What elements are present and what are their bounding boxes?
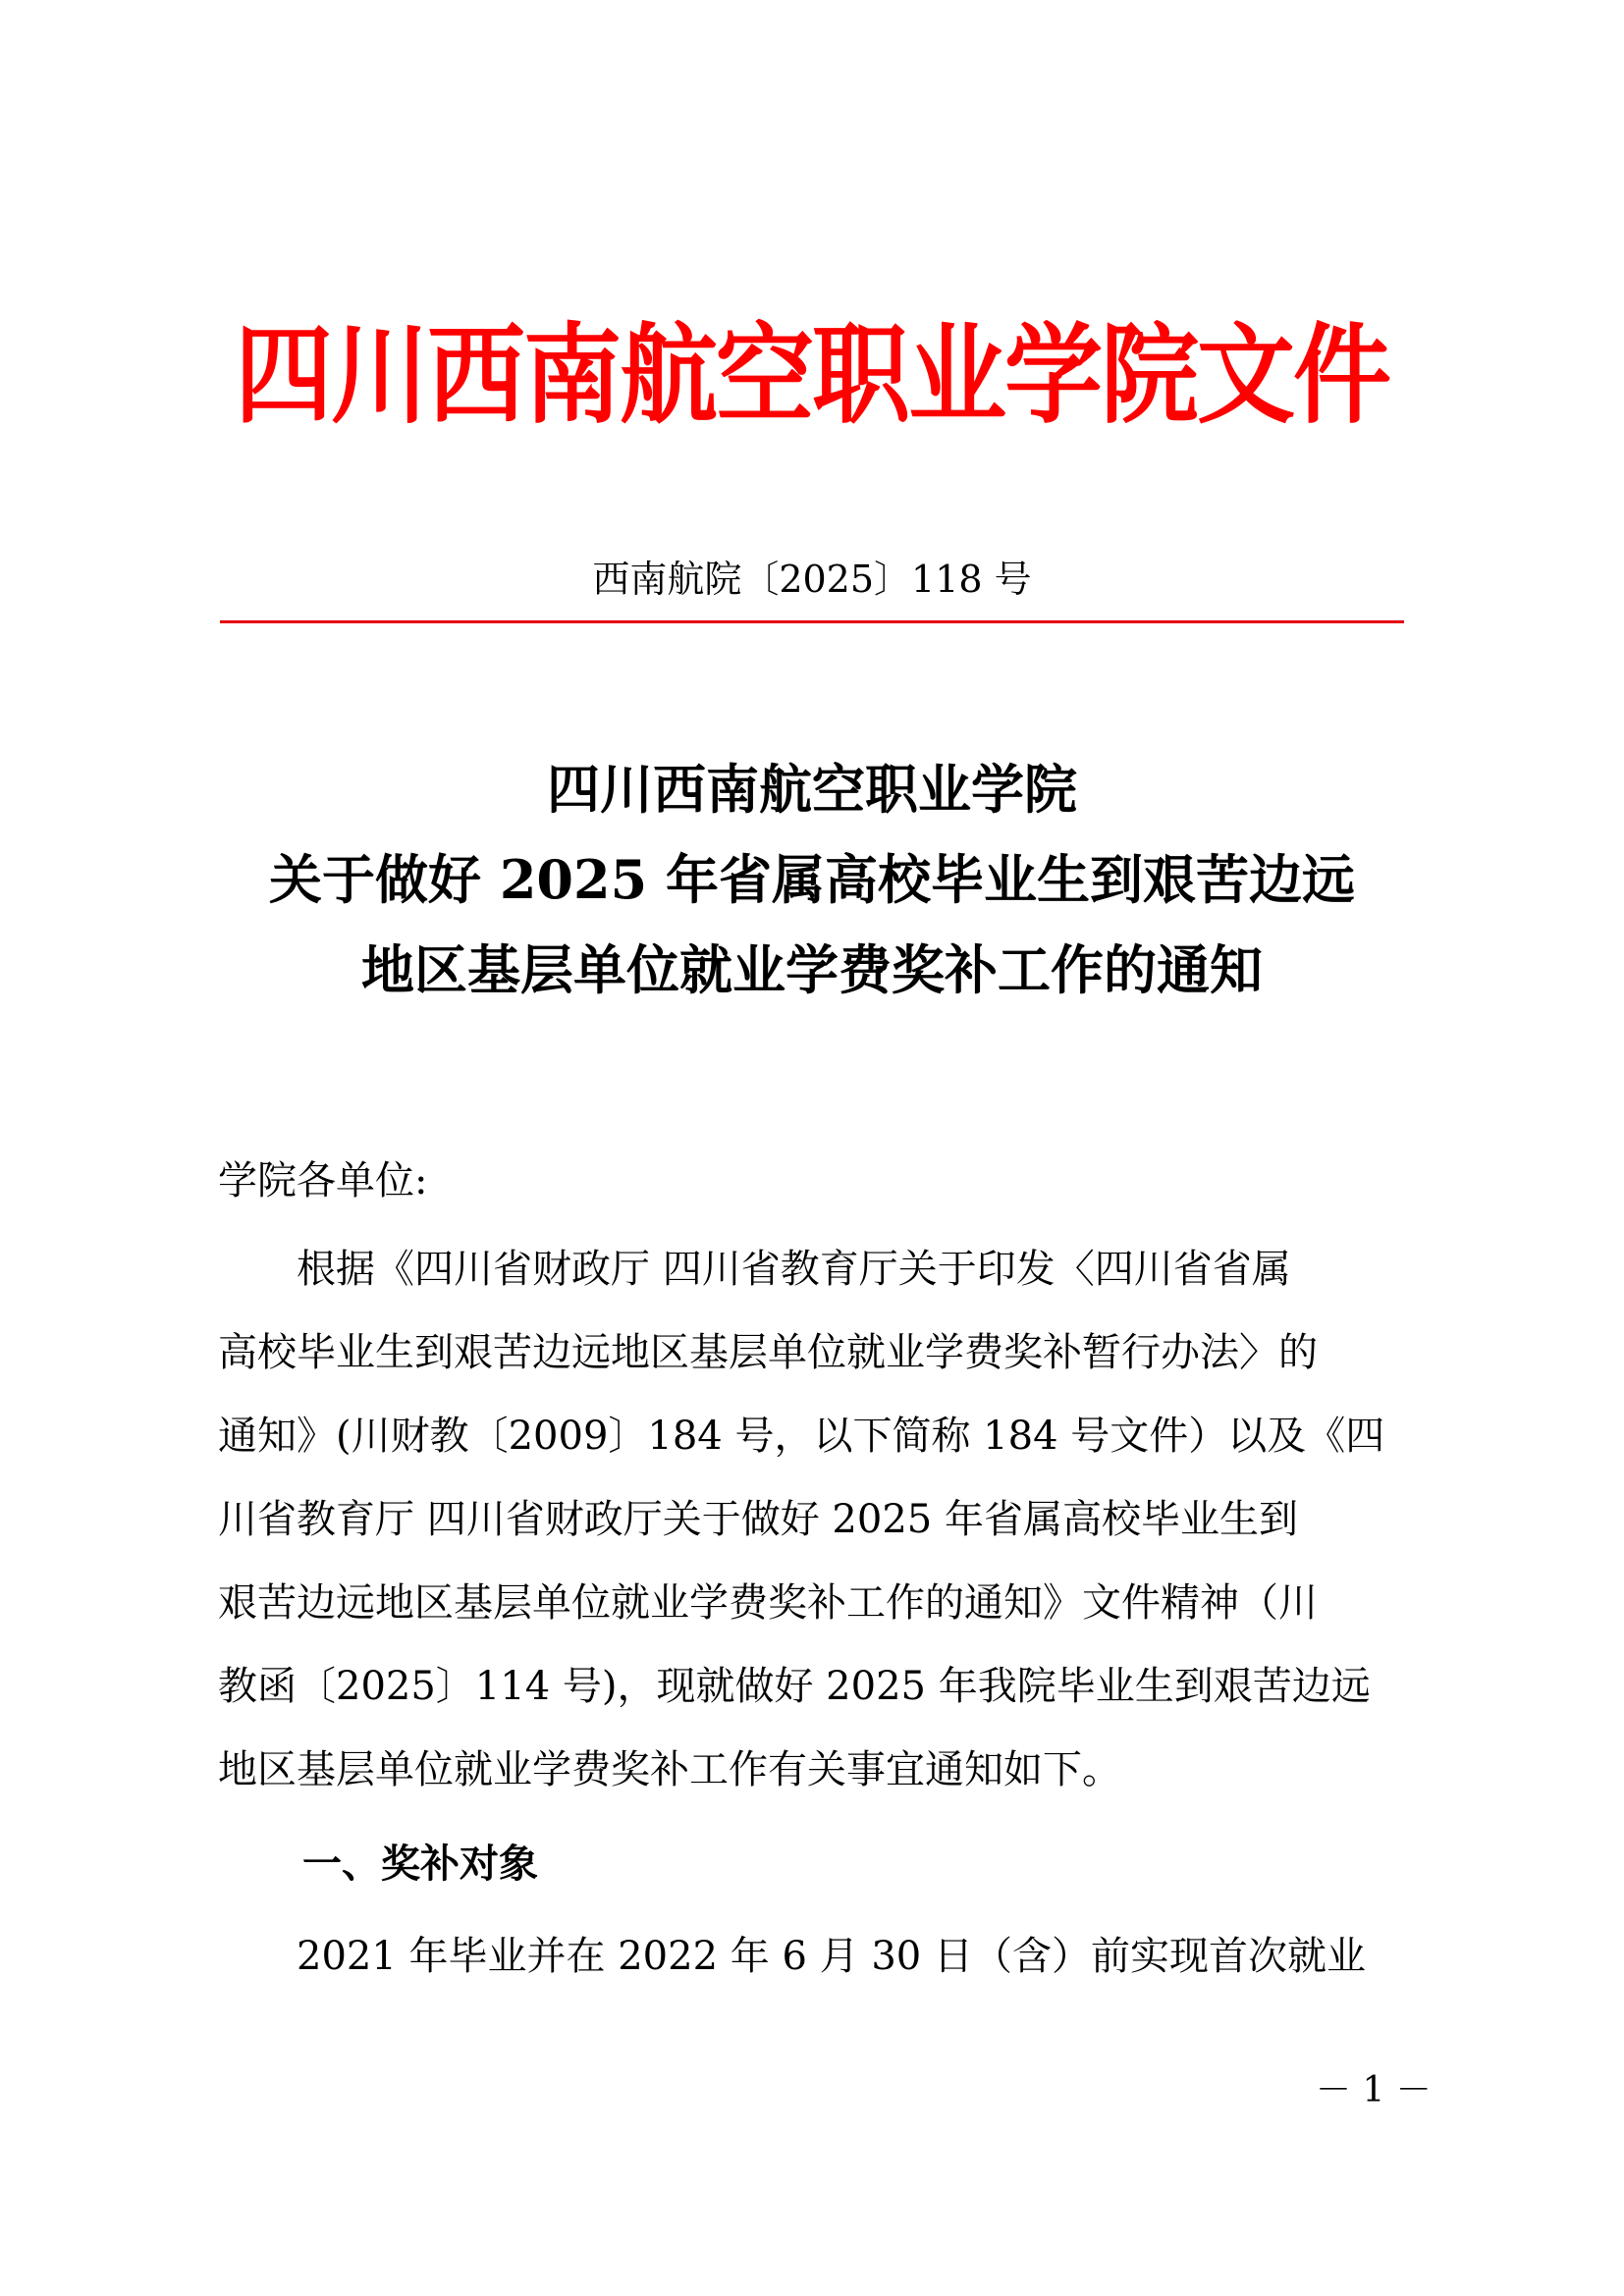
paragraph-line: 川省教育厅 四川省财政厅关于做好 2025 年省属高校毕业生到 <box>218 1497 1298 1542</box>
paragraph-line: 通知》(川财教〔2009〕184 号，以下简称 184 号文件）以及《四 <box>218 1414 1385 1459</box>
institution-header-title: 四川西南航空职业学院文件 <box>235 312 1389 439</box>
paragraph-line: 根据《四川省财政厅 四川省教育厅关于印发〈四川省省属 <box>218 1247 1291 1292</box>
paragraph-line: 地区基层单位就业学费奖补工作有关事宜通知如下。 <box>218 1747 1121 1792</box>
paragraph-line: 2021 年毕业并在 2022 年 6 月 30 日（含）前实现首次就业 <box>218 1934 1366 1979</box>
page-number: － 1 － <box>1316 2070 1432 2110</box>
notice-title <box>0 744 1624 1015</box>
notice-title-line: 四川西南航空职业学院 <box>547 758 1077 821</box>
notice-title-line: 地区基层单位就业学费奖补工作的通知 <box>361 938 1263 1001</box>
document-number: 西南航院〔2025〕118 号 <box>592 558 1032 601</box>
red-divider-line <box>220 620 1404 623</box>
paragraph-2 <box>218 1915 1426 1999</box>
paragraph-line: 艰苦边远地区基层单位就业学费奖补工作的通知》文件精神（川 <box>218 1580 1318 1626</box>
section-heading: 一、奖补对象 <box>302 1842 538 1887</box>
paragraph-1 <box>218 1228 1426 1812</box>
paragraph-line: 教函〔2025〕114 号)，现就做好 2025 年我院毕业生到艰苦边远 <box>218 1664 1371 1709</box>
salutation: 学院各单位: <box>218 1158 428 1203</box>
notice-title-line: 关于做好 2025 年省属高校毕业生到艰苦边远 <box>269 848 1355 911</box>
paragraph-line: 高校毕业生到艰苦边远地区基层单位就业学费奖补暂行办法〉的 <box>218 1330 1318 1375</box>
